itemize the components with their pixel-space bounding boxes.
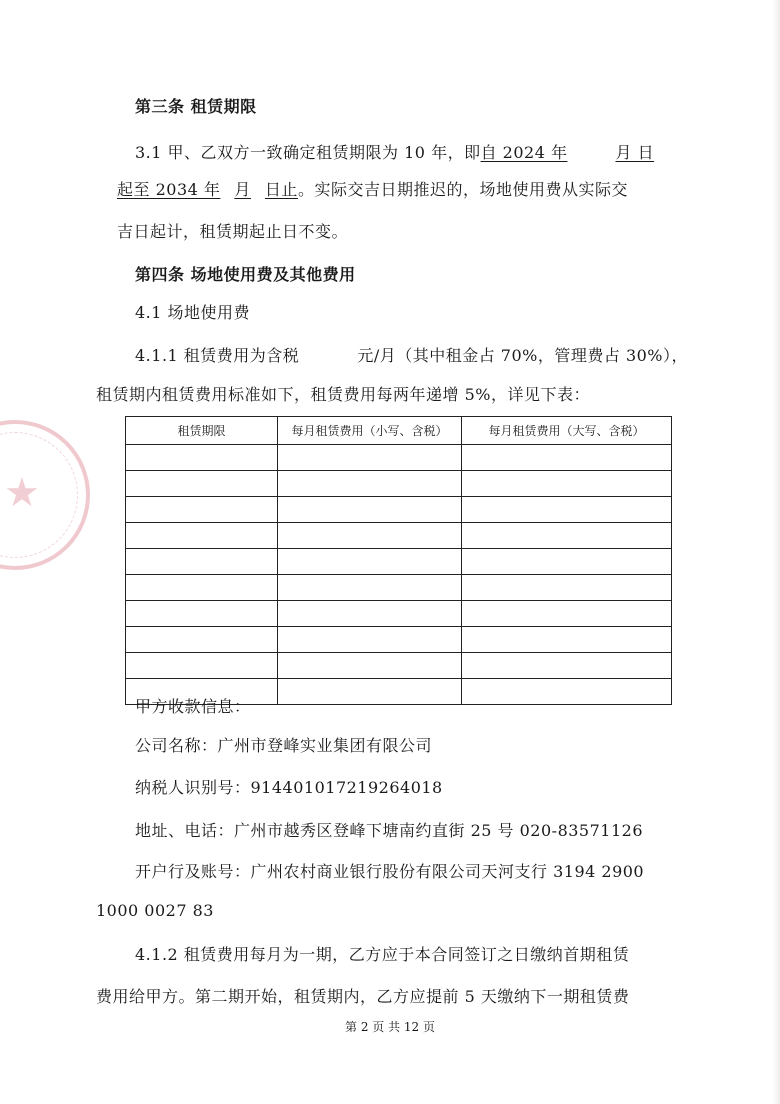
table-cell	[278, 601, 462, 627]
clause-3-1-line-2-rest: 。实际交吉日期推迟的，场地使用费从实际交	[297, 180, 628, 199]
table-cell	[462, 471, 672, 497]
clause-4-1-2-line-2: 费用给甲方。第二期开始，租赁期内，乙方应提前 5 天缴纳下一期租赁费	[96, 987, 630, 1006]
table-cell	[278, 471, 462, 497]
header-monthly-fee-numeric: 每月租赁费用（小写、含税）	[278, 417, 462, 445]
header-monthly-fee-words: 每月租赁费用（大写、含税）	[462, 417, 672, 445]
table-row	[126, 653, 672, 679]
header-lease-period: 租赁期限	[126, 417, 278, 445]
table-cell	[126, 549, 278, 575]
table-row	[126, 575, 672, 601]
page-number-footer: 第 2 页 共 12 页	[345, 1020, 435, 1034]
table-cell	[462, 601, 672, 627]
table-cell	[462, 497, 672, 523]
article-4-heading: 第四条 场地使用费及其他费用	[135, 265, 356, 284]
table-cell	[278, 445, 462, 471]
page-edge-shadow	[772, 0, 780, 1104]
table-cell	[462, 445, 672, 471]
rent-unit-split: 元/月（其中租金占 70%，管理费占 30%），	[357, 346, 689, 365]
term-end-date	[117, 180, 298, 199]
table-cell	[278, 497, 462, 523]
clause-4-1-1-line-2: 租赁期内租赁费用标准如下，租赁费用每两年递增 5%，详见下表：	[96, 385, 590, 404]
table-cell	[126, 575, 278, 601]
term-end-day: 日止	[264, 180, 298, 199]
table-row	[126, 523, 672, 549]
term-start-date	[481, 143, 655, 162]
term-start-month-day: 月 日	[615, 143, 655, 162]
payee-bank-account-line-2: 1000 0027 83	[96, 901, 214, 920]
table-cell	[462, 575, 672, 601]
table-row	[126, 497, 672, 523]
table-row	[126, 549, 672, 575]
table-cell	[126, 627, 278, 653]
table-cell	[278, 575, 462, 601]
table-cell	[126, 653, 278, 679]
clause-4-1-1-line-1	[135, 345, 688, 367]
table-cell	[462, 523, 672, 549]
term-start-year: 自 2024 年	[480, 143, 568, 162]
rent-schedule-table	[125, 416, 672, 705]
clause-3-1-prefix: 3.1 甲、乙双方一致确定租赁期限为 10 年，即	[135, 143, 481, 162]
clause-4-1-2-line-1: 4.1.2 租赁费用每月为一期，乙方应于本合同签订之日缴纳首期租赁	[135, 945, 630, 964]
table-cell	[126, 523, 278, 549]
table-cell	[278, 653, 462, 679]
term-end-month: 月	[234, 180, 251, 199]
table-cell	[126, 445, 278, 471]
table-cell	[278, 679, 462, 705]
table-cell	[462, 549, 672, 575]
term-end-year: 起至 2034 年	[117, 180, 221, 199]
table-cell	[462, 653, 672, 679]
table-cell	[126, 471, 278, 497]
clause-3-1-line-2	[117, 179, 628, 201]
payee-bank-account-line-1: 开户行及账号：广州农村商业银行股份有限公司天河支行 3194 2900	[135, 862, 645, 881]
table-cell	[278, 549, 462, 575]
table-cell	[462, 679, 672, 705]
table-cell	[126, 497, 278, 523]
table-cell	[126, 601, 278, 627]
clause-3-1-line-3: 吉日起计，租赁期起止日不变。	[117, 222, 349, 241]
payee-company-name: 公司名称：广州市登峰实业集团有限公司	[135, 736, 433, 755]
table-cell	[278, 523, 462, 549]
payee-info-title: 甲方收款信息：	[135, 697, 251, 716]
clause-3-1-line-1	[135, 142, 654, 164]
table-row	[126, 471, 672, 497]
table-row	[126, 445, 672, 471]
seal-star-icon: ★	[4, 470, 40, 516]
section-4-1-heading: 4.1 场地使用费	[135, 303, 251, 322]
table-header-row	[126, 417, 672, 445]
table-cell	[462, 627, 672, 653]
table-cell	[278, 627, 462, 653]
article-3-heading: 第三条 租赁期限	[135, 97, 257, 116]
payee-address-phone: 地址、电话：广州市越秀区登峰下塘南约直街 25 号 020-83571126	[135, 821, 644, 840]
table-row	[126, 601, 672, 627]
table-row	[126, 627, 672, 653]
payee-tax-id: 纳税人识别号：914401017219264018	[135, 778, 443, 797]
rent-amount-label: 4.1.1 租赁费用为含税	[135, 346, 300, 365]
